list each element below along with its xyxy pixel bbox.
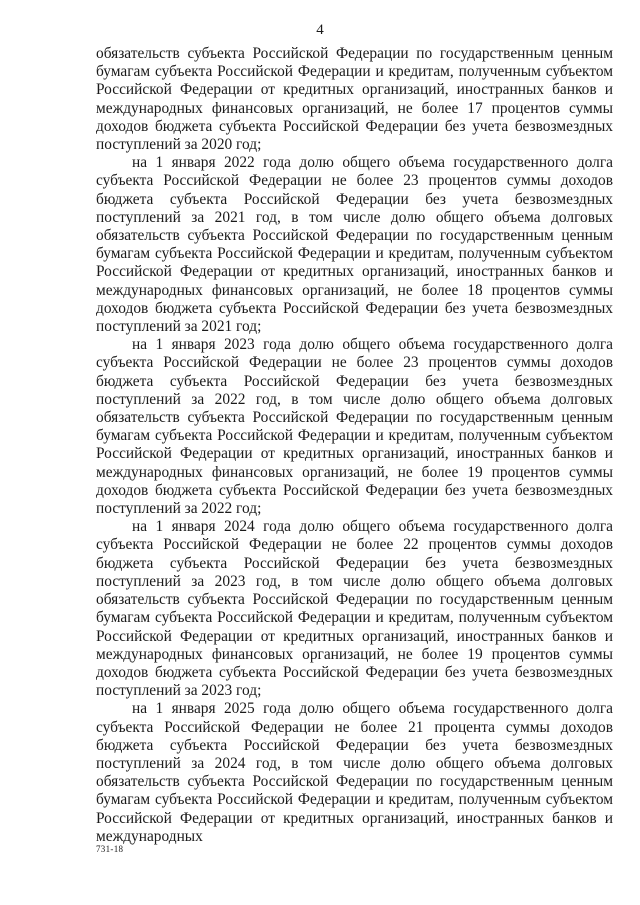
paragraph-continuation: обязательств субъекта Российской Федерации по государственным ценным бумагам субъекта Российской Федерации и кредитам, полученным субъектом Российской Федерации от кредитных организаций, иностранных банков и международных финансовых организаций, не более 17 процентов суммы доходов бюджета субъекта Российской Федерации без учета безвозмездных поступлений за 2020 год;	[96, 45, 613, 154]
page-number: 4	[316, 22, 324, 38]
document-body	[96, 45, 613, 846]
paragraph-2022: на 1 января 2022 года долю общего объема государственного долга субъекта Российской Федерации не более 23 процентов суммы доходов бюджета субъекта Российской Федерации без учета безвозмездных поступлений за 2021 год, в том числе долю общего объема долговых обязательств субъекта Российской Федерации по государственным ценным бумагам субъекта Российской Федерации и кредитам, полученным субъектом Российской Федерации от кредитных организаций, иностранных банков и международных финансовых организаций, не более 18 процентов суммы доходов бюджета субъекта Российской Федерации без учета безвозмездных поступлений за 2021 год;	[96, 154, 613, 336]
paragraph-2025: на 1 января 2025 года долю общего объема государственного долга субъекта Российской Федерации не более 21 процента суммы доходов бюджета субъекта Российской Федерации без учета безвозмездных поступлений за 2024 год, в том числе долю общего объема долговых обязательств субъекта Российской Федерации по государственным ценным бумагам субъекта Российской Федерации и кредитам, полученным субъектом Российской Федерации от кредитных организаций, иностранных банков и международных	[96, 700, 613, 845]
document-code: 731-18	[96, 844, 124, 854]
paragraph-2024: на 1 января 2024 года долю общего объема государственного долга субъекта Российской Федерации не более 22 процентов суммы доходов бюджета субъекта Российской Федерации без учета безвозмездных поступлений за 2023 год, в том числе долю общего объема долговых обязательств субъекта Российской Федерации по государственным ценным бумагам субъекта Российской Федерации и кредитам, полученным субъектом Российской Федерации от кредитных организаций, иностранных банков и международных финансовых организаций, не более 19 процентов суммы доходов бюджета субъекта Российской Федерации без учета безвозмездных поступлений за 2023 год;	[96, 518, 613, 700]
paragraph-2023: на 1 января 2023 года долю общего объема государственного долга субъекта Российской Федерации не более 23 процентов суммы доходов бюджета субъекта Российской Федерации без учета безвозмездных поступлений за 2022 год, в том числе долю общего объема долговых обязательств субъекта Российской Федерации по государственным ценным бумагам субъекта Российской Федерации и кредитам, полученным субъектом Российской Федерации от кредитных организаций, иностранных банков и международных финансовых организаций, не более 19 процентов суммы доходов бюджета субъекта Российской Федерации без учета безвозмездных поступлений за 2022 год;	[96, 336, 613, 518]
